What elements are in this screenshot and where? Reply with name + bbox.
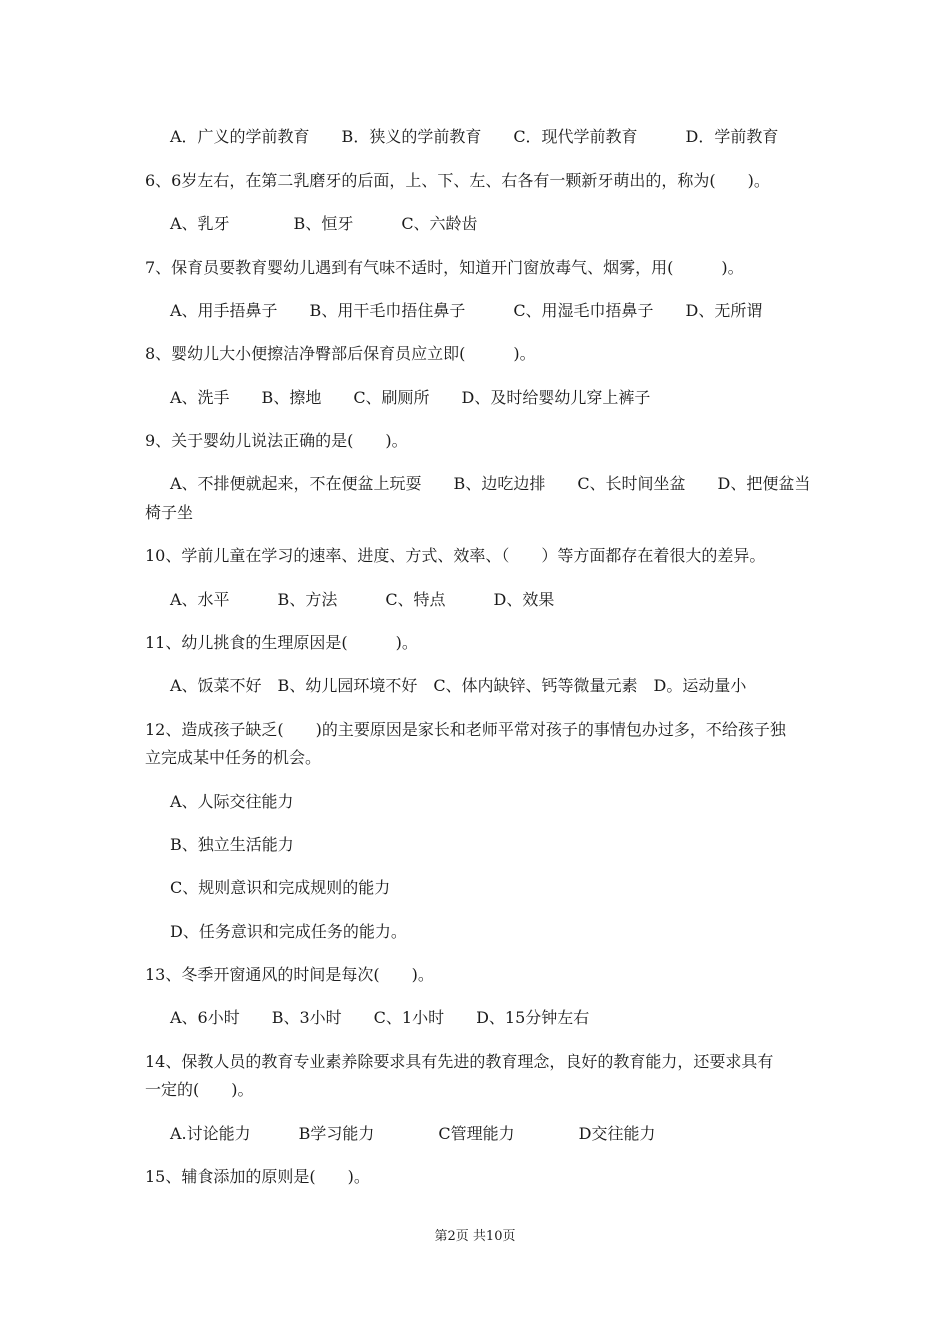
q11-options: A、饭菜不好 B、幼儿园环境不好 C、体内缺锌、钙等微量元素 D。运动量小: [170, 676, 747, 695]
question-15: 15、辅食添加的原则是( )。: [145, 1167, 370, 1186]
question-8: 8、婴幼儿大小便擦洁净臀部后保育员应立即( )。: [145, 344, 536, 363]
q7-options: A、用手捂鼻子 B、用干毛巾捂住鼻子 C、用湿毛巾捂鼻子 D、无所谓: [170, 301, 763, 320]
question-12-continued: 立完成某中任务的机会。: [145, 748, 322, 767]
question-11: 11、幼儿挑食的生理原因是( )。: [145, 633, 418, 652]
question-6: 6、6岁左右，在第二乳磨牙的后面，上、下、左、右各有一颗新牙萌出的，称为( )。: [145, 171, 770, 190]
question-14: 14、保教人员的教育专业素养除要求具有先进的教育理念，良好的教育能力，还要求具有: [145, 1052, 774, 1071]
q14-options: A.讨论能力 B学习能力 C管理能力 D交往能力: [170, 1124, 656, 1143]
q10-options: A、水平 B、方法 C、特点 D、效果: [170, 590, 555, 609]
question-12: 12、造成孩子缺乏( )的主要原因是家长和老师平常对孩子的事情包办过多，不给孩子独: [145, 720, 786, 739]
q13-options: A、6小时 B、3小时 C、1小时 D、15分钟左右: [170, 1008, 590, 1027]
question-7: 7、保育员要教育婴幼儿遇到有气味不适时，知道开门窗放毒气、烟雾，用( )。: [145, 258, 744, 277]
q12-option-d: D、任务意识和完成任务的能力。: [170, 922, 407, 941]
q5-options: A．广义的学前教育 B．狭义的学前教育 C．现代学前教育 D．学前教育: [170, 127, 779, 146]
question-13: 13、冬季开窗通风的时间是每次( )。: [145, 965, 434, 984]
question-14-continued: 一定的( )。: [145, 1080, 254, 1099]
q6-options: A、乳牙 B、恒牙 C、六龄齿: [170, 214, 478, 233]
question-9: 9、关于婴幼儿说法正确的是( )。: [145, 431, 408, 450]
page-footer: 第2页 共10页: [434, 1229, 516, 1244]
question-10: 10、学前儿童在学习的速率、进度、方式、效率、（ ）等方面都存在着很大的差异。: [145, 546, 766, 565]
q12-option-c: C、规则意识和完成规则的能力: [170, 878, 391, 897]
q9-options-continued: 椅子坐: [145, 503, 194, 522]
q9-options: A、不排便就起来，不在便盆上玩耍 B、边吃边排 C、长时间坐盆 D、把便盆当: [170, 474, 811, 493]
q12-option-a: A、人际交往能力: [170, 792, 294, 811]
q8-options: A、洗手 B、擦地 C、刷厕所 D、及时给婴幼儿穿上裤子: [170, 388, 651, 407]
q12-option-b: B、独立生活能力: [170, 835, 294, 854]
